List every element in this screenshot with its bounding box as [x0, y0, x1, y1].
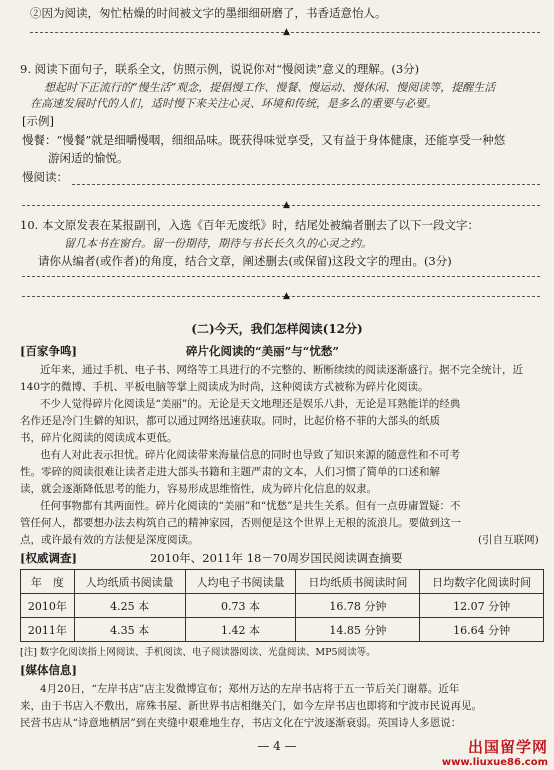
table-header-row	[21, 570, 544, 594]
watermark-url: www.liuxue86.com	[441, 757, 548, 768]
media-line: 4月20日，“左岸书店”店主发微博宣布；郑州万达的左岸书店将于五一节后关门谢幕。近年	[40, 683, 460, 695]
article-line: 近年来，通过手机、电子书、网络等工具进行的不完整的、断断续续的阅读逐渐盛行。据不完全统计，近	[40, 364, 523, 376]
example-text: 慢餐：“慢餐”就是细嚼慢咽，细细品味。既获得味觉享受，又有益于身体健康，还能享受一种悠	[22, 133, 506, 147]
table-cell: 0.73 本	[185, 594, 296, 618]
question-9-stem: 9. 阅读下面句子，联系全文，仿照示例，说说你对“慢阅读”意义的理解。(3分)	[20, 62, 420, 76]
table-cell: 16.64 分钟	[420, 618, 544, 642]
example-label: [示例]	[22, 114, 54, 128]
article-title: 碎片化阅读的“美丽”与“忧愁”	[186, 344, 339, 358]
answer-line	[22, 205, 540, 206]
survey-tag: [权威调查]	[20, 551, 77, 565]
table-header: 日均数字化阅读时间	[420, 570, 544, 594]
table-cell: 16.78 分钟	[296, 594, 420, 618]
table-cell: 12.07 分钟	[420, 594, 544, 618]
question-9-quote-cont: 在高速发展时代的人们，适时慢下来关注心灵、环境和传统，是多么的重要与必要。	[30, 97, 437, 110]
answer-line	[22, 296, 540, 297]
survey-title: 2010年、2011年 18－70周岁国民阅读调查摘要	[150, 551, 403, 565]
page-number: — 4 —	[257, 739, 297, 753]
article-line: 140字的微博、手机、平板电脑等掌上阅读成为时尚，这种阅读方式被称为碎片化阅读。	[20, 381, 429, 393]
table-cell: 2011年	[21, 618, 75, 642]
media-tag: [媒体信息]	[20, 663, 77, 677]
table-header: 年 度	[21, 570, 75, 594]
article-line: 也有人对此表示担忧。碎片化阅读带来海量信息的同时也导致了知识来源的随意性和不可考	[40, 449, 460, 461]
survey-table	[20, 569, 544, 642]
answer-line	[72, 184, 540, 185]
survey-note: [注] 数字化阅读指上网阅读、手机阅读、电子阅读器阅读、光盘阅读、MP5阅读等。	[20, 647, 376, 658]
article-tag: [百家争鸣]	[20, 344, 77, 358]
answer-line	[22, 276, 540, 277]
triangle-marker-icon: ▲	[283, 200, 290, 210]
table-header: 人均电子书阅读量	[185, 570, 296, 594]
watermark-text: 出国留学网	[467, 738, 548, 756]
article-line: 书，碎片化阅读的阅读成本更低。	[20, 432, 178, 444]
table-header: 人均纸质书阅读量	[74, 570, 185, 594]
table-cell: 4.25 本	[74, 594, 185, 618]
triangle-marker-icon: ▲	[283, 27, 290, 37]
article-line: 点，或许最有效的方法便是深度阅读。	[20, 534, 199, 546]
media-line: 来，由于书店入不敷出，席殊书屋、新世界书店相继关门，如今左岸书店也即将和宁波市民说再见。	[20, 700, 482, 712]
table-row	[21, 594, 544, 618]
table-cell: 1.42 本	[185, 618, 296, 642]
article-line: 任何事物都有其两面性。碎片化阅读的“美丽”和“忧愁”是共生关系。但有一点毋庸置疑：不	[40, 500, 461, 512]
question-9-quote: 想起时下正流行的“慢生活”观念，提倡慢工作、慢餐、慢运动、慢休闲、慢阅读等，提醒生活	[44, 81, 496, 94]
question-10-task: 请你从编者(或作者)的角度，结合文章，阐述删去(或保留)这段文字的理由。(3分)	[38, 254, 452, 268]
article-line: 不少人觉得碎片化阅读是“美丽”的。无论是天文地理还是娱乐八卦，无论是耳熟能详的经典	[40, 398, 461, 410]
watermark-logo	[442, 736, 548, 768]
item-2-text: ②因为阅读，匆忙枯燥的时间被文字的墨细细研磨了，书香适意怡人。	[30, 6, 387, 20]
section-title: (二)今天，我们怎样阅读(12分)	[191, 322, 363, 336]
article-line: 管任何人，都要想办法去构筑自己的精神家园，否则便是这个世界上无根的流浪儿。要做到这一	[20, 517, 461, 529]
table-cell: 2010年	[21, 594, 75, 618]
media-line: 民营书店从“诗意地栖居”到在夹缝中艰难地生存，书店文化在宁波逐渐衰弱。英国诗人多恩说：	[20, 717, 462, 729]
table-cell: 4.35 本	[74, 618, 185, 642]
table-row	[21, 618, 544, 642]
answer-label: 慢阅读：	[22, 170, 68, 184]
question-10-stem: 10. 本文原发表在某报副刊，入选《百年无废纸》时，结尾处被编者删去了以下一段文字：	[20, 218, 479, 232]
article-line: 性。零碎的阅读很难让读者走进大部头书籍和主题严肃的文本，人们习惯了简单的口述和解	[20, 466, 440, 478]
table-header: 日均纸质书阅读时间	[296, 570, 420, 594]
table-cell: 14.85 分钟	[296, 618, 420, 642]
triangle-marker-icon: ▲	[283, 291, 290, 301]
article-source: (引自互联网)	[478, 534, 539, 546]
article-line: 名作还是冷门生僻的知识，都可以通过网络迅速获取。同时，比起价格不菲的大部头的纸质	[20, 415, 440, 427]
question-10-quote: 留几本书在窗台。留一份期待，期待与书长长久久的心灵之约。	[64, 237, 372, 250]
example-text-cont: 游闲适的愉悦。	[48, 151, 129, 165]
article-line: 读，就会逐渐降低思考的能力，容易形成思维惰性，成为碎片化信息的奴隶。	[20, 483, 377, 495]
